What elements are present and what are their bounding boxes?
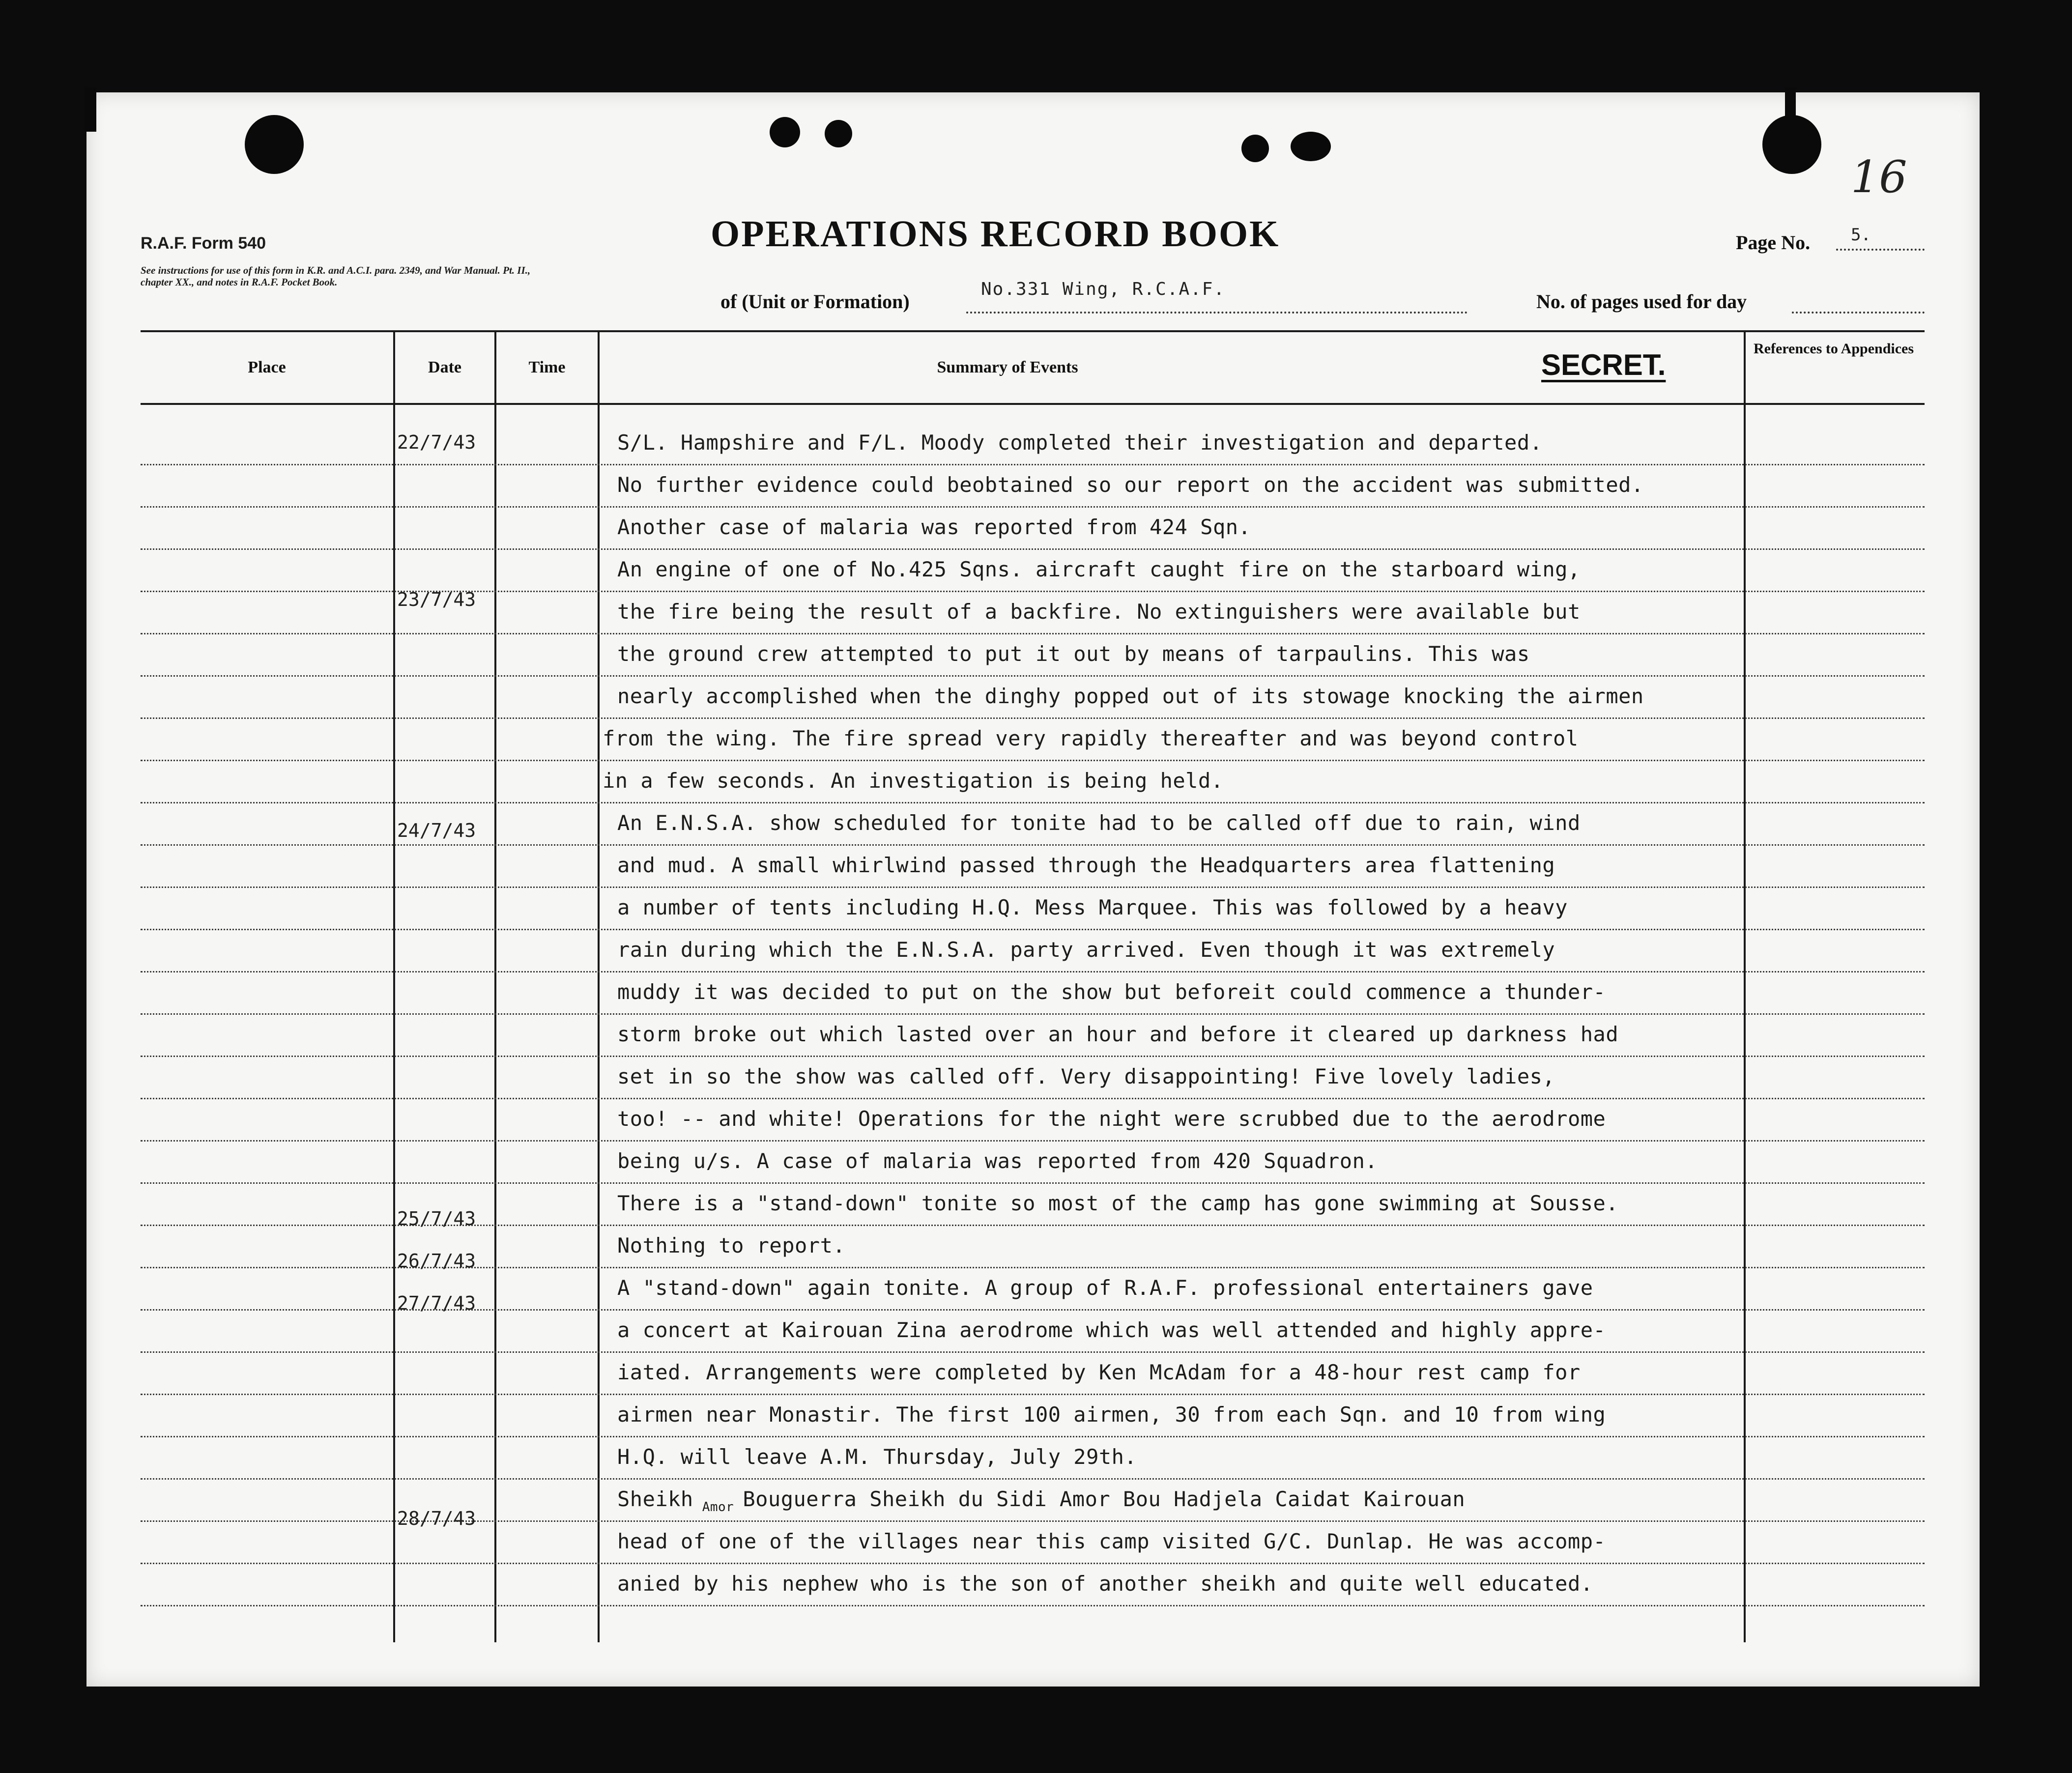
- row-rule: [141, 844, 1925, 846]
- column-divider-summary-refs: [1744, 330, 1746, 1642]
- entry-date: 26/7/43: [397, 1250, 476, 1272]
- entry-date: 22/7/43: [397, 431, 476, 453]
- row-rule: [141, 929, 1925, 930]
- punch-hole-left: [245, 115, 304, 174]
- entry-date: 25/7/43: [397, 1208, 476, 1230]
- row-rule: [141, 1351, 1925, 1353]
- summary-line: a concert at Kairouan Zina aerodrome which was well attended and highly appre-: [617, 1318, 1606, 1342]
- summary-line: rain during which the E.N.S.A. party arrived. Even though it was extremely: [617, 938, 1555, 962]
- punch-hole-right: [1762, 115, 1821, 174]
- row-rule: [141, 1140, 1925, 1142]
- row-rule: [141, 1605, 1925, 1606]
- row-rule: [141, 717, 1925, 719]
- row-rule: [141, 1394, 1925, 1395]
- row-rule: [141, 1013, 1925, 1015]
- header-summary: Summary of Events: [937, 358, 1078, 376]
- summary-line: S/L. Hampshire and F/L. Moody completed their investigation and departed.: [617, 430, 1543, 455]
- punch-hole-mid-2: [825, 120, 852, 147]
- summary-line: the fire being the result of a backfire. No extinguishers were available but: [617, 600, 1581, 624]
- row-rule: [141, 1098, 1925, 1099]
- row-rule: [141, 548, 1925, 550]
- summary-line: Another case of malaria was reported from 424 Sqn.: [617, 515, 1251, 539]
- sheikh-prefix: Sheikh: [617, 1487, 693, 1511]
- column-divider-place-date: [393, 330, 395, 1642]
- header-date: Date: [428, 358, 461, 376]
- unit-label: of (Unit or Formation): [720, 290, 910, 313]
- row-rule: [141, 633, 1925, 634]
- header-place: Place: [248, 358, 286, 376]
- row-rule: [141, 675, 1925, 677]
- secret-stamp: SECRET.: [1541, 348, 1666, 381]
- summary-line: An E.N.S.A. show scheduled for tonite had to be called off due to rain, wind: [617, 811, 1581, 835]
- unit-underline: [966, 312, 1468, 314]
- row-rule: [141, 1056, 1925, 1057]
- summary-line: H.Q. will leave A.M. Thursday, July 29th.: [617, 1445, 1137, 1469]
- summary-line: iated. Arrangements were completed by Ken McAdam for a 48-hour rest camp for: [617, 1360, 1581, 1384]
- entry-date: 27/7/43: [397, 1292, 476, 1314]
- summary-line: in a few seconds. An investigation is being held.: [603, 769, 1224, 793]
- table-top-rule: [141, 330, 1925, 332]
- binder-slot-left: [85, 87, 96, 132]
- header-time: Time: [528, 358, 566, 376]
- summary-line: from the wing. The fire spread very rapidly thereafter and was beyond control: [603, 726, 1579, 750]
- entry-date: 23/7/43: [397, 589, 476, 610]
- document-sheet: [86, 92, 1980, 1687]
- summary-line: An engine of one of No.425 Sqns. aircraft caught fire on the starboard wing,: [617, 557, 1581, 581]
- book-title: OPERATIONS RECORD BOOK: [711, 213, 1280, 255]
- form-instructions: See instructions for use of this form in K.R. and A.C.I. para. 2349, and War Manual. Pt. II., chapter XX., and notes in R.A.F. Pocket Book.: [141, 264, 531, 288]
- summary-line: and mud. A small whirlwind passed through the Headquarters area flattening: [617, 853, 1555, 877]
- row-rule: [141, 1563, 1925, 1564]
- summary-line: nearly accomplished when the dinghy popped out of its stowage knocking the airmen: [617, 684, 1644, 708]
- summary-line: a number of tents including H.Q. Mess Marquee. This was followed by a heavy: [617, 895, 1568, 919]
- punch-hole-mid-3: [1241, 135, 1269, 162]
- entry-date: 28/7/43: [397, 1508, 476, 1529]
- page-no-label: Page No.: [1736, 231, 1811, 254]
- row-rule: [141, 506, 1925, 508]
- summary-line-sheikh: [617, 1487, 1465, 1515]
- row-rule: [141, 760, 1925, 761]
- row-rule: [141, 971, 1925, 972]
- handwritten-page-number: 16: [1851, 151, 1907, 203]
- form-id: R.A.F. Form 540: [141, 234, 266, 253]
- column-divider-time-summary: [598, 330, 600, 1642]
- summary-line: too! -- and white! Operations for the night were scrubbed due to the aerodrome: [617, 1107, 1606, 1131]
- summary-line: There is a "stand-down" tonite so most of the camp has gone swimming at Sousse.: [617, 1191, 1619, 1215]
- page-no-underline: [1836, 249, 1925, 251]
- summary-line: set in so the show was called off. Very disappointing! Five lovely ladies,: [617, 1064, 1555, 1088]
- entry-date: 24/7/43: [397, 820, 476, 841]
- sheikh-title: Bouguerra Sheikh du Sidi Amor Bou Hadjela Caidat Kairouan: [743, 1487, 1466, 1511]
- header-references: References to Appendices: [1753, 341, 1914, 357]
- summary-line: anied by his nephew who is the son of another sheikh and quite well educated.: [617, 1572, 1593, 1596]
- row-rule: [141, 802, 1925, 803]
- column-divider-date-time: [494, 330, 496, 1642]
- summary-line: the ground crew attempted to put it out by means of tarpaulins. This was: [617, 642, 1530, 666]
- page-no-value: 5.: [1851, 225, 1871, 245]
- punch-hole-mid-1: [770, 117, 800, 147]
- row-rule: [141, 1182, 1925, 1184]
- table-header-rule: [141, 403, 1925, 405]
- row-rule: [141, 464, 1925, 465]
- unit-value: No.331 Wing, R.C.A.F.: [981, 279, 1226, 299]
- summary-line: Nothing to report.: [617, 1233, 846, 1258]
- punch-hole-mid-4: [1291, 132, 1331, 161]
- row-rule: [141, 1478, 1925, 1480]
- row-rule: [141, 1436, 1925, 1437]
- summary-line: head of one of the villages near this camp visited G/C. Dunlap. He was accomp-: [617, 1529, 1606, 1553]
- summary-line: No further evidence could beobtained so our report on the accident was submitted.: [617, 473, 1644, 497]
- summary-line: muddy it was decided to put on the show but beforeit could commence a thunder-: [617, 980, 1606, 1004]
- summary-line: being u/s. A case of malaria was reported from 420 Squadron.: [617, 1149, 1378, 1173]
- summary-line: A "stand-down" again tonite. A group of R.A.F. professional entertainers gave: [617, 1276, 1593, 1300]
- sheikh-name: Amor: [702, 1500, 734, 1515]
- pages-used-underline: [1792, 312, 1925, 314]
- row-rule: [141, 886, 1925, 888]
- summary-line: airmen near Monastir. The first 100 airmen, 30 from each Sqn. and 10 from wing: [617, 1402, 1606, 1427]
- pages-used-label: No. of pages used for day: [1536, 290, 1747, 313]
- summary-line: storm broke out which lasted over an hour and before it cleared up darkness had: [617, 1022, 1619, 1046]
